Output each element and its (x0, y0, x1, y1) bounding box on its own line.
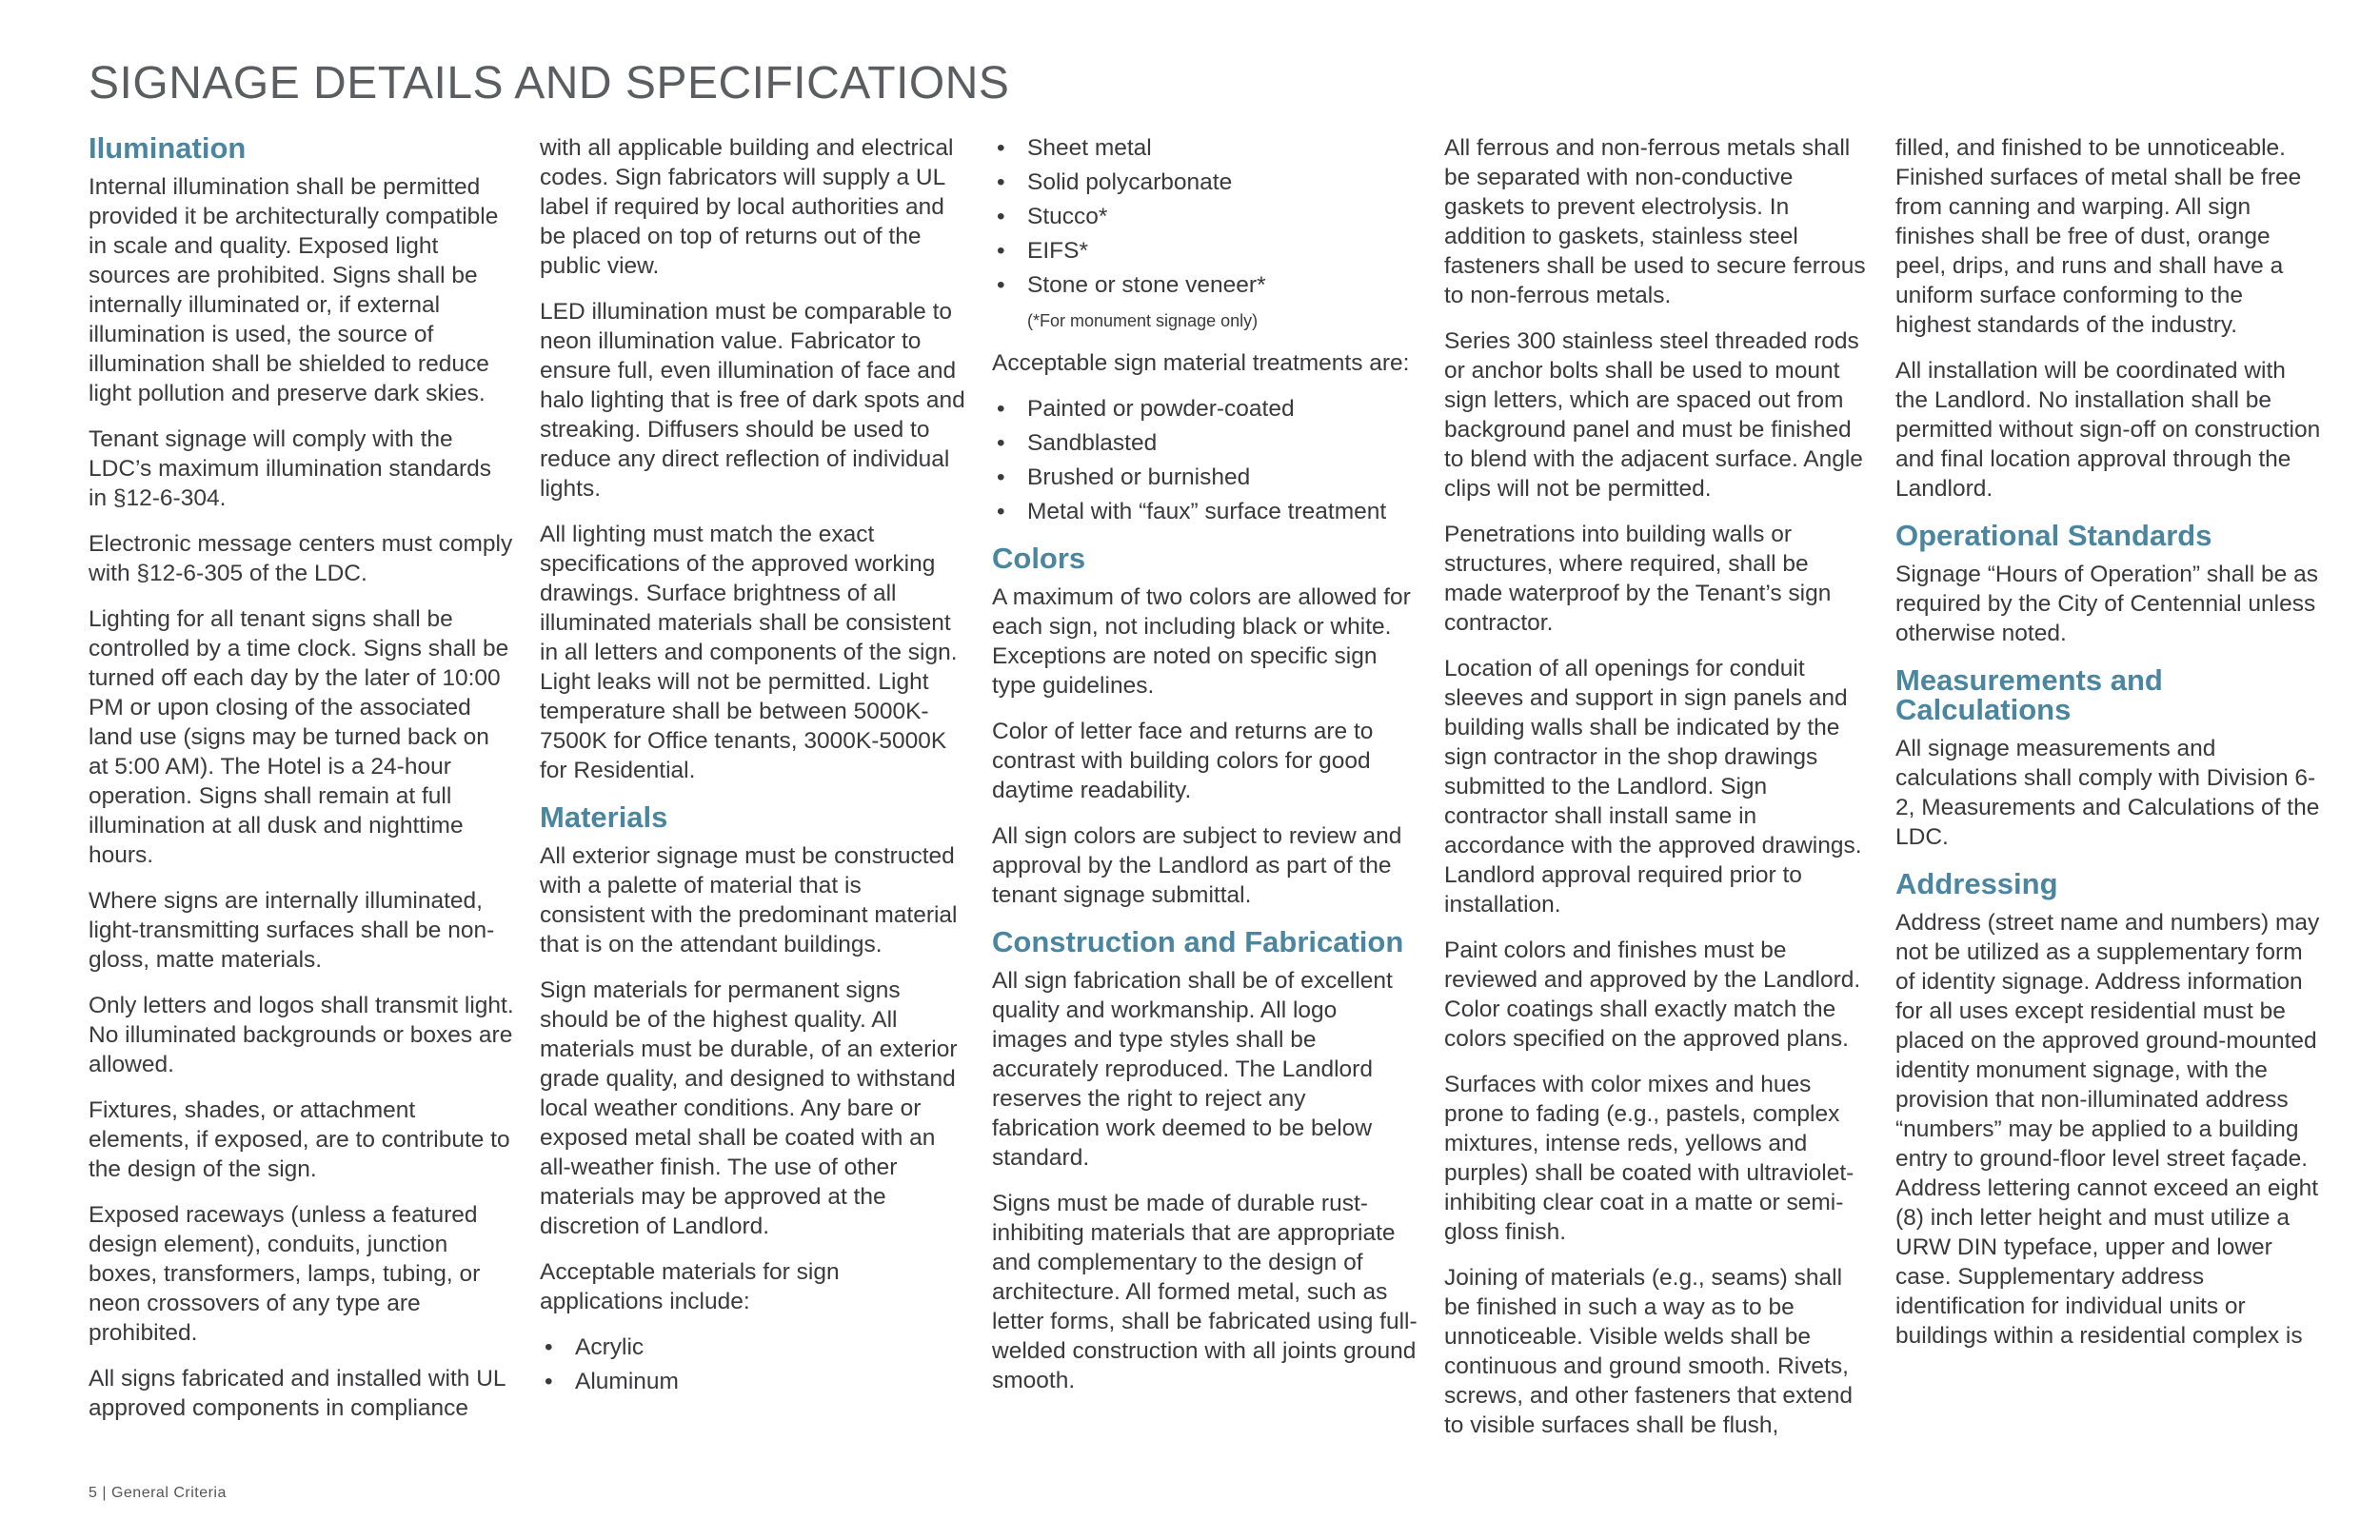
paragraph: All signs fabricated and installed with UL approved components in compliance (89, 1366, 506, 1421)
paragraph: Internal illumination shall be permitted provided it be architecturally compatible in scale and quality. Exposed light sources are prohibited. Signs shall be internally illuminated or, if external illumination is used, the source of illumination shall be shielded to reduce light pollution and preserve dark skies. (89, 174, 499, 406)
bullet-icon: • (997, 204, 1005, 229)
list-item (992, 394, 1418, 424)
bullet-icon: • (997, 396, 1005, 422)
paragraph: All sign fabrication shall be of excellent quality and workmanship. All logo images and type styles shall be accurately reproduced. The Landlord reserves the right to reject any fabrication work deemed to be below standard. (992, 968, 1393, 1171)
paragraph: A maximum of two colors are allowed for each sign, not including black or white. Exceptions are noted on specific sign type guidelines. (992, 584, 1411, 699)
list-item-label: Solid polycarbonate (1027, 169, 1233, 195)
paragraph: Color of letter face and returns are to contrast with building colors for good daytime readability. (992, 719, 1374, 803)
heading-illumination: Ilumination (89, 131, 247, 165)
column-1 (89, 133, 515, 1439)
list-item-label: Aluminum (575, 1369, 679, 1394)
list-item-label: Acrylic (575, 1334, 645, 1360)
paragraph: Penetrations into building walls or structures, where required, shall be made waterproof by the Tenant’s sign contractor. (1444, 522, 1832, 636)
list-item (992, 270, 1418, 300)
paragraph: All signage measurements and calculations shall comply with Division 6-2, Measurements and Calculations of the LDC. (1895, 736, 2320, 850)
paragraph: Paint colors and finishes must be reviewed and approved by the Landlord. Color coatings shall exactly match the colors specified on the approved plans. (1444, 938, 1861, 1052)
paragraph: Fixtures, shades, or attachment elements, if exposed, are to contribute to the design of the sign. (89, 1097, 510, 1182)
paragraph: LED illumination must be comparable to neon illumination value. Fabricator to ensure full, even illumination of face and halo lighting that is free of dark spots and streaking. Diffusers should be used to reduce any direct reflection of individual lights. (540, 299, 965, 502)
paragraph: Series 300 stainless steel threaded rods or anchor bolts shall be used to mount sign letters, which are spaced out from background panel and must be finished to blend with the adjacent surface. Angle clips will not be permitted. (1444, 328, 1863, 502)
paragraph: Signage “Hours of Operation” shall be as required by the City of Centennial unless otherwise noted. (1895, 562, 2318, 646)
heading-construction: Construction and Fabrication (992, 925, 1404, 958)
paragraph: Exposed raceways (unless a featured design element), conduits, junction boxes, transformers, lamps, tubing, or neon crossovers of any type are prohibited. (89, 1202, 481, 1346)
bullet-icon: • (997, 499, 1005, 524)
heading-measurements: Measurements and Calculations (1895, 663, 2163, 726)
bullet-icon: • (545, 1334, 553, 1360)
list-item (992, 428, 1418, 458)
list-item (992, 497, 1418, 526)
bullet-icon: • (997, 169, 1005, 195)
column-3 (992, 133, 1418, 1412)
paragraph: Location of all openings for conduit sleeves and support in sign panels and building walls shall be indicated by the sign contractor in the shop drawings submitted to the Landlord. Sign contractor shall install same in accordance with the approved drawings. Landlord approval required prior to installation. (1444, 656, 1862, 918)
heading-addressing: Addressing (1895, 867, 2058, 900)
bullet-icon: • (997, 135, 1005, 161)
column-5 (1895, 133, 2322, 1367)
paragraph: Tenant signage will comply with the LDC’s maximum illumination standards in §12-6-304. (89, 426, 492, 511)
bullet-icon: • (997, 464, 1005, 490)
list-item-label: Sheet metal (1027, 135, 1152, 161)
list-item (540, 1333, 966, 1362)
list-item-label: Metal with “faux” surface treatment (1027, 499, 1387, 524)
list-item-label: Sandblasted (1027, 430, 1158, 456)
list-item (992, 202, 1418, 231)
paragraph: Acceptable sign material treatments are: (992, 350, 1410, 376)
materials-list (540, 1333, 966, 1396)
paragraph: Acceptable materials for sign applications include: (540, 1259, 840, 1314)
list-item (992, 168, 1418, 197)
page-footer: 5 | General Criteria (89, 1485, 227, 1501)
paragraph: All installation will be coordinated with the Landlord. No installation shall be permitted without sign-off on construction and final location approval through the Landlord. (1895, 358, 2321, 502)
paragraph: All ferrous and non-ferrous metals shall be separated with non-conductive gaskets to prevent electrolysis. In addition to gaskets, stainless steel fasteners shall be used to secure ferrous to non-ferrous metals. (1444, 135, 1866, 308)
paragraph: with all applicable building and electrical codes. Sign fabricators will supply a UL label if required by local authorities and be placed on top of returns out of the public view. (540, 135, 954, 279)
bullet-icon: • (997, 272, 1005, 298)
list-item-label: Stone or stone veneer* (1027, 272, 1266, 298)
paragraph: Joining of materials (e.g., seams) shall be finished in such a way as to be unnoticeable. Visible welds shall be continuous and ground smooth. Rivets, screws, and other fasteners that extend to visible surfaces shall be flush, (1444, 1265, 1853, 1438)
list-item (992, 463, 1418, 492)
page-title: SIGNAGE DETAILS AND SPECIFICATIONS (89, 58, 1010, 109)
bullet-icon: • (997, 238, 1005, 264)
paragraph: filled, and finished to be unnoticeable. Finished surfaces of metal shall be free from canning and warping. All sign finishes shall be free of dust, orange peel, drips, and runs and shall have a uniform surface conforming to the highest standards of the industry. (1895, 135, 2302, 338)
bullet-icon: • (997, 430, 1005, 456)
paragraph: Electronic message centers must comply with §12-6-305 of the LDC. (89, 531, 513, 586)
list-item-label: Stucco* (1027, 204, 1108, 229)
paragraph: All exterior signage must be constructed with a palette of material that is consistent with the predominant material that is on the attendant buildings. (540, 843, 958, 958)
paragraph: All lighting must match the exact specifications of the approved working drawings. Surface brightness of all illuminated materials shall be consistent in all letters and components of the sign. Light leaks will not be permitted. Light temperature shall be between 5000K-7500K for Office tenants, 3000K-5000K for Residential. (540, 522, 958, 783)
heading-materials: Materials (540, 800, 668, 834)
list-item-label: Brushed or burnished (1027, 464, 1251, 490)
paragraph: Sign materials for permanent signs should be of the highest quality. All materials must be durable, of an exterior grade quality, and designed to withstand local weather conditions. Any bare or exposed metal shall be coated with an all-weather finish. The use of other materials may be approved at the discretion of Landlord. (540, 977, 958, 1239)
list-item (992, 236, 1418, 266)
treatments-list (992, 394, 1418, 526)
paragraph: Signs must be made of durable rust-inhibiting materials that are appropriate and complementary to the design of architecture. All formed metal, such as letter forms, shall be fabricated using full-welded construction with all joints ground smooth. (992, 1191, 1418, 1393)
paragraph: Lighting for all tenant signs shall be controlled by a time clock. Signs shall be turned off each day by the later of 10:00 PM or upon closing of the associated land use (signs may be turned back on at 5:00 AM). The Hotel is a 24-hour operation. Signs shall remain at full illumination at all dusk and nighttime hours. (89, 606, 509, 868)
bullet-icon: • (545, 1369, 553, 1394)
list-item (992, 133, 1418, 163)
paragraph: Where signs are internally illuminated, light-transmitting surfaces shall be non-gloss, matte materials. (89, 888, 495, 973)
paragraph: Surfaces with color mixes and hues prone to fading (e.g., pastels, complex mixtures, intense reds, yellows and purples) shall be coated with ultraviolet-inhibiting clear coat in a matte or semi-gloss finish. (1444, 1072, 1854, 1245)
column-2 (540, 133, 966, 1410)
paragraph: Only letters and logos shall transmit light. No illuminated backgrounds or boxes are allowed. (89, 993, 514, 1077)
column-4 (1444, 133, 1871, 1456)
monument-note: (*For monument signage only) (1027, 311, 1259, 330)
list-item (540, 1367, 966, 1396)
materials-list-continued (992, 133, 1418, 300)
list-item-label: EIFS* (1027, 238, 1088, 264)
list-item-label: Painted or powder-coated (1027, 396, 1295, 422)
paragraph: Address (street name and numbers) may not be utilized as a supplementary form of identity signage. Address information for all uses except residential must be placed on the approved ground-mounted identity monument signage, with the provision that non-illuminated address “numbers” may be applied to a building entry to ground-floor level street façade. Address lettering cannot exceed an eight (8) inch letter height and must utilize a URW DIN typeface, upper and lower case. Supplementary address identification for individual units or buildings within a residential complex is (1895, 910, 2320, 1349)
heading-colors: Colors (992, 542, 1086, 575)
heading-operational-standards: Operational Standards (1895, 519, 2212, 552)
paragraph: All sign colors are subject to review and approval by the Landlord as part of the tenant signage submittal. (992, 823, 1402, 908)
